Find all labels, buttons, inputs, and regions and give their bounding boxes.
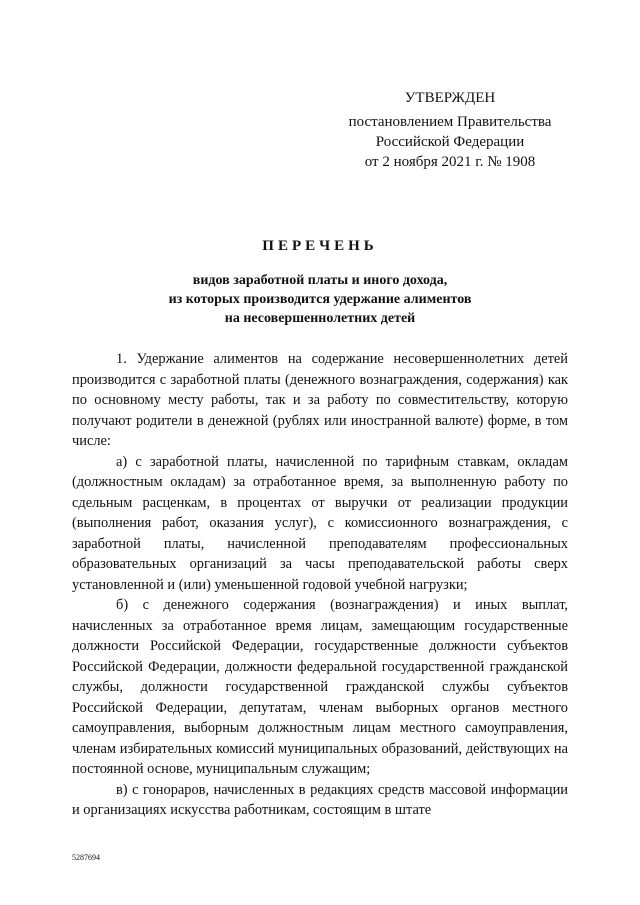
approval-block bbox=[330, 88, 570, 172]
approval-line-1: постановлением Правительства bbox=[348, 114, 552, 130]
paragraph-1: 1. Удержание алиментов на содержание несовершеннолетних детей производится с заработной платы (денежного вознаграждения, содержания) как по основному месту работы, так и за работу по совместительству, которую получают родители в денежной (рублях или иностранной валюте) форме, в том числе: bbox=[72, 351, 572, 449]
approval-title: УТВЕРЖДЕН bbox=[404, 90, 496, 106]
document-subtitle bbox=[60, 271, 580, 328]
document-title: ПЕРЕЧЕНЬ bbox=[262, 238, 378, 254]
document-body bbox=[72, 349, 572, 821]
subtitle-line-3: на несовершеннолетних детей bbox=[224, 311, 416, 326]
subtitle-line-2: из которых производится удержание алиментов bbox=[168, 292, 472, 307]
footer-document-code: 5287694 bbox=[72, 853, 100, 862]
paragraph-b: б) с денежного содержания (вознаграждения) и иных выплат, начисленных за отработанное время лицам, замещающим государственные должности Российской Федерации, государственные должности субъектов Российской Федерации, должности федеральной государственной гражданской службы, должности государственной гражданской службы субъектов Российской Федерации, депутатам, членам выборных органов местного самоуправления, выборным должностным лицам местного самоуправления, членам избирательных комиссий муниципальных образований, действующих на постоянной основе, муниципальным служащим; bbox=[72, 597, 572, 777]
approval-line-3: от 2 ноября 2021 г. № 1908 bbox=[364, 154, 536, 170]
paragraph-a: а) с заработной платы, начисленной по тарифным ставкам, окладам (должностным окладам) за отработанное время, за выполненную работу по сдельным расценкам, в процентах от выручки от реализации продукции (выполнения работ, оказания услуг), с комиссионного вознаграждения, с заработной платы, начисленной преподавателям профессиональных образовательных организаций за часы преподавательской работы сверх установленной и (или) уменьшенной годовой учебной нагрузки; bbox=[72, 453, 572, 593]
paragraph-v: в) с гонораров, начисленных в редакциях средств массовой информации и организациях искусства работникам, состоящим в штате bbox=[72, 781, 572, 818]
approval-line-2: Российской Федерации bbox=[375, 134, 525, 150]
subtitle-line-1: видов заработной платы и иного дохода, bbox=[192, 273, 448, 288]
document-heading bbox=[60, 238, 580, 328]
